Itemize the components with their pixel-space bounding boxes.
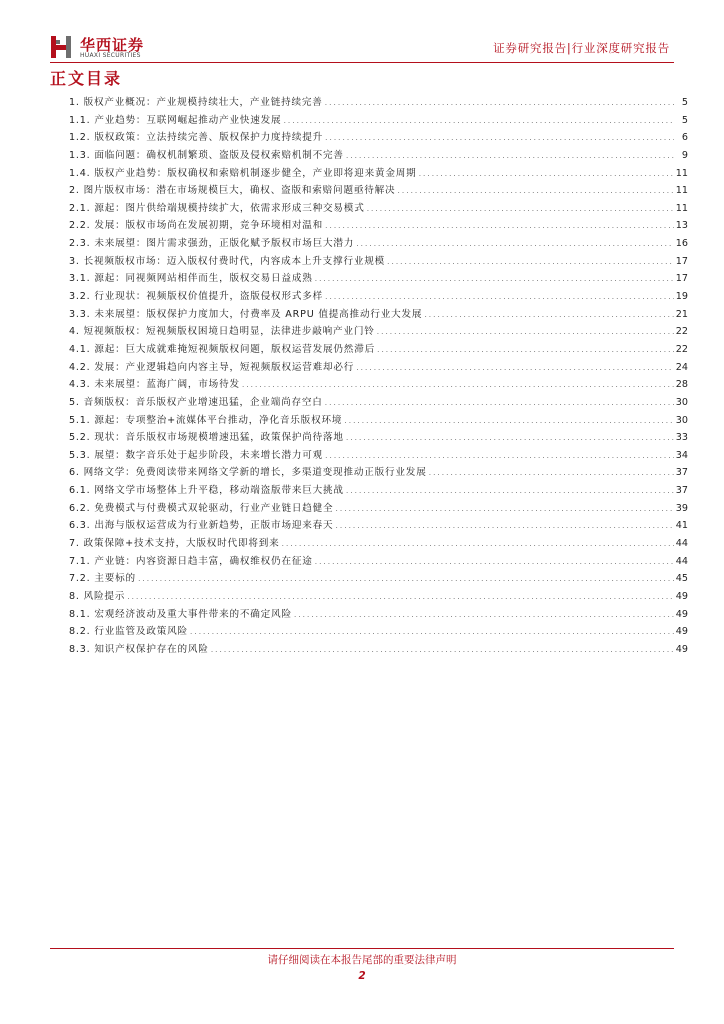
brand-name: 华西证券 [80,36,145,54]
toc-entry-title: 4.1. 源起：巨大成就难掩短视频版权问题，版权运营发展仍然滞后 [69,343,375,355]
toc-leader-dots [315,270,674,288]
toc-entry-title: 4.2. 发展：产业逻辑趋向内容主导，短视频版权运营难却必行 [69,361,355,373]
toc-entry-page: 11 [675,167,688,179]
toc-entry[interactable] [69,129,688,147]
brand-name-english: HUAXI SECURITIES [80,52,141,59]
toc-entry-title: 7. 政策保障+技术支持，大版权时代即将到来 [69,538,280,549]
toc-leader-dots [138,570,674,588]
toc-leader-dots [325,129,674,147]
toc-entry[interactable] [69,94,688,112]
toc-entry-page: 37 [675,467,688,479]
toc-entry-title: 1.1. 产业趋势：互联网崛起推动产业快速发展 [69,114,282,126]
toc-entry-page: 45 [675,573,688,585]
toc-leader-dots [397,182,673,200]
toc-leader-dots [356,235,674,253]
toc-leader-dots [283,112,674,130]
toc-leader-dots [429,464,674,482]
toc-entry-title: 7.1. 产业链：内容资源日趋丰富，确权维权仍在征途 [69,555,313,567]
toc-leader-dots [377,323,674,341]
toc-leader-dots [315,553,674,571]
toc-entry-page: 5 [681,114,688,126]
toc-entry[interactable] [69,112,688,130]
toc-entry-page: 11 [675,185,688,197]
toc-entry[interactable] [69,376,688,394]
toc-entry-page: 16 [675,238,688,250]
toc-entry-page: 30 [675,414,688,426]
toc-entry-page: 17 [675,273,688,285]
huaxi-logo-icon [50,34,72,60]
toc-entry[interactable] [69,323,688,341]
toc-entry-title: 4. 短视频版权：短视频版权困境日趋明显，法律进步敲响产业门铃 [69,326,375,338]
toc-entry[interactable] [69,535,688,553]
toc-entry-page: 24 [675,361,688,373]
toc-leader-dots [377,341,674,359]
toc-leader-dots [356,359,674,377]
toc-entry[interactable] [69,412,688,430]
toc-entry[interactable] [69,482,688,500]
header-divider [50,62,674,63]
toc-entry[interactable] [69,570,688,588]
toc-entry-page: 11 [675,202,688,214]
legal-disclaimer: 请仔细阅读在本报告尾部的重要法律声明 [267,954,457,966]
toc-title: 正文目录 [50,69,123,88]
page-header [0,0,724,66]
toc-entry-title: 8.3. 知识产权保护存在的风险 [69,643,209,655]
toc-entry[interactable] [69,306,688,324]
toc-leader-dots [282,535,674,553]
toc-entry[interactable] [69,235,688,253]
toc-entry[interactable] [69,182,688,200]
toc-entry[interactable] [69,623,688,641]
toc-entry-page: 17 [675,255,688,267]
report-type: 证券研究报告|行业深度研究报告 [493,41,670,55]
toc-entry-page: 19 [675,291,688,303]
toc-leader-dots [211,641,674,659]
toc-leader-dots [424,306,673,324]
toc-entry[interactable] [69,253,688,271]
toc-entry[interactable] [69,341,688,359]
toc-entry-page: 13 [675,220,688,232]
toc-entry-title: 3.1. 源起：同视频网站相伴而生，版权交易日益成熟 [69,273,313,285]
toc-entry[interactable] [69,588,688,606]
toc-leader-dots [346,147,674,165]
toc-leader-dots [346,429,674,447]
toc-leader-dots [344,412,674,430]
toc-leader-dots [294,606,674,624]
toc-leader-dots [419,165,674,183]
toc-entry-title: 5.2. 现状：音乐版权市场规模增速迅猛，政策保护尚待落地 [69,432,344,444]
toc-leader-dots [335,500,673,518]
toc-entry-title: 3. 长视频版权市场：迈入版权付费时代，内容成本上升支撑行业规模 [69,255,386,267]
toc-entry-title: 5.3. 展望：数字音乐处于起步阶段，未来增长潜力可观 [69,449,324,461]
toc-entry-page: 21 [675,308,688,320]
toc-leader-dots [242,376,674,394]
toc-entry-page: 49 [675,590,688,602]
toc-entry-title: 1.3. 面临问题：确权机制繁琐、盗版及侵权索赔机制不完善 [69,149,344,161]
toc-entry-page: 34 [675,449,688,461]
toc-entry-title: 2.2. 发展：版权市场尚在发展初期，竞争环境相对温和 [69,220,324,232]
toc-entry-title: 2.3. 未来展望：图片需求强劲，正版化赋予版权市场巨大潜力 [69,238,355,250]
toc-entry-title: 4.3. 未来展望：蓝海广阔，市场待发 [69,379,240,391]
toc-entry-title: 8.1. 宏观经济波动及重大事件带来的不确定风险 [69,608,292,620]
toc-entry-title: 3.3. 未来展望：版权保护力度加大，付费率及 ARPU 值提高推动行业大发展 [69,308,423,320]
toc-entry-title: 1. 版权产业概况：产业规模持续壮大，产业链持续完善 [69,96,323,108]
toc-entry-page: 5 [681,96,688,108]
toc-leader-dots [346,482,674,500]
toc-entry[interactable] [69,447,688,465]
toc-leader-dots [325,288,674,306]
toc-entry-title: 5.1. 源起：专项整治+流媒体平台推动，净化音乐版权环境 [69,414,343,426]
toc-entry-page: 22 [675,326,688,338]
toc-entry-page: 6 [681,132,688,144]
toc-entry[interactable] [69,147,688,165]
toc-entry-page: 28 [675,379,688,391]
toc-entry-page: 44 [675,538,688,549]
toc-entry[interactable] [69,606,688,624]
toc-leader-dots [387,253,674,271]
toc-entry[interactable] [69,517,688,535]
toc-entry-page: 9 [681,149,688,161]
toc-leader-dots [325,217,674,235]
toc-entry[interactable] [69,500,688,518]
toc-entry[interactable] [69,359,688,377]
toc-entry-page: 22 [675,343,688,355]
toc-entry[interactable] [69,165,688,183]
toc-entry-title: 5. 音频版权：音乐版权产业增速迅猛，企业端尚存空白 [69,396,323,408]
toc-entry-title: 6. 网络文学：免费阅读带来网络文学新的增长，多渠道变现推动正版行业发展 [69,467,427,479]
toc-entry[interactable] [69,270,688,288]
toc-entry-page: 49 [675,626,688,638]
toc-entry-title: 2. 图片版权市场：潜在市场规模巨大，确权、盗版和索赔问题亟待解决 [69,185,396,197]
footer-divider [50,948,674,949]
toc-entry-page: 49 [675,608,688,620]
toc-entry-title: 8. 风险提示 [69,590,126,602]
toc-entry-page: 49 [675,643,688,655]
toc-entry-title: 6.1. 网络文学市场整体上升平稳，移动端盗版带来巨大挑战 [69,485,344,497]
toc-entry[interactable] [69,464,688,482]
toc-leader-dots [325,94,674,112]
toc-entry[interactable] [69,553,688,571]
table-of-contents [69,94,688,659]
toc-entry-page: 37 [675,485,688,497]
toc-entry-title: 3.2. 行业现状：视频版权价值提升，盗版侵权形式多样 [69,291,324,303]
toc-entry-title: 1.4. 版权产业趋势：版权确权和索赔机制逐步健全，产业即将迎来黄金周期 [69,167,417,179]
page-number: 2 [358,970,366,982]
toc-entry[interactable] [69,217,688,235]
toc-entry-page: 33 [675,432,688,444]
toc-entry[interactable] [69,200,688,218]
toc-entry-title: 6.2. 免费模式与付费模式双轮驱动，行业产业链日趋健全 [69,502,334,514]
toc-entry-page: 41 [675,520,688,532]
toc-entry-page: 39 [675,502,688,514]
toc-leader-dots [190,623,674,641]
toc-entry-page: 44 [675,555,688,567]
toc-leader-dots [325,447,674,465]
toc-entry[interactable] [69,641,688,659]
toc-entry[interactable] [69,394,688,412]
toc-entry-title: 1.2. 版权政策：立法持续完善、版权保护力度持续提升 [69,132,324,144]
toc-entry-title: 8.2. 行业监管及政策风险 [69,626,188,638]
toc-entry[interactable] [69,429,688,447]
toc-leader-dots [127,588,674,606]
toc-leader-dots [367,200,674,218]
toc-entry-title: 6.3. 出海与版权运营成为行业新趋势，正版市场迎来春天 [69,520,334,532]
toc-leader-dots [325,394,674,412]
toc-entry-title: 2.1. 源起：图片供给端规模持续扩大，依需求形成三种交易模式 [69,202,365,214]
toc-entry-title: 7.2. 主要标的 [69,573,136,585]
toc-entry-page: 30 [675,396,688,408]
toc-leader-dots [335,517,673,535]
toc-entry[interactable] [69,288,688,306]
